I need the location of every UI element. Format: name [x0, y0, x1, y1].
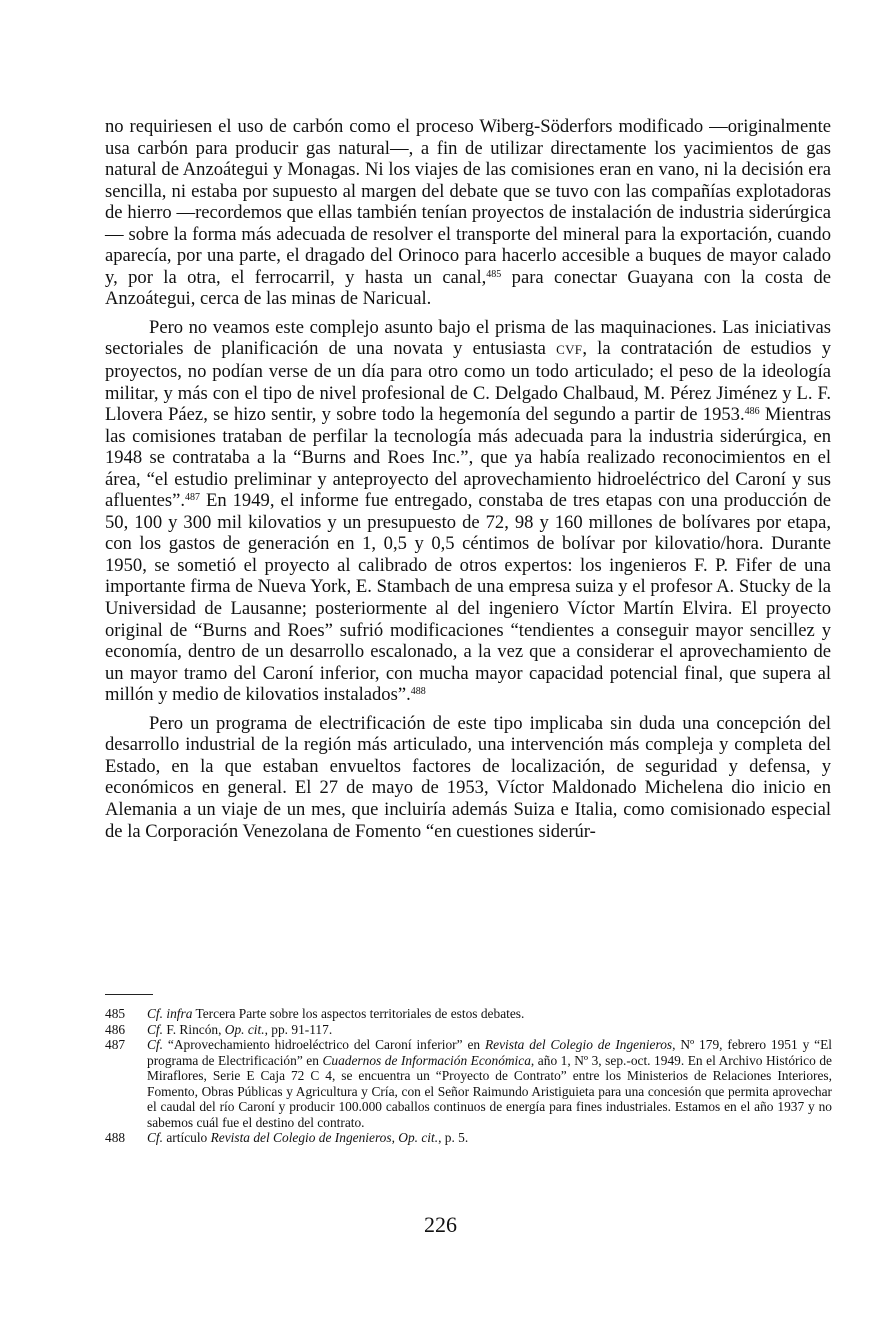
footnote-number: 486: [105, 1021, 126, 1037]
text-segment: para conectar Guayana con la costa de Anzoátegui, cerca de las minas de Naricual.: [105, 266, 832, 310]
text-segment: CVF: [556, 342, 583, 358]
text-segment: Cf.: [147, 1130, 163, 1145]
paragraph: [105, 317, 831, 706]
text-segment: Cf.: [147, 1021, 163, 1037]
text-segment: artículo: [163, 1130, 211, 1145]
text-segment: F. Rincón,: [163, 1021, 225, 1037]
footnote-number: 488: [105, 1130, 126, 1145]
paragraph: [105, 116, 831, 310]
footnote-number: 485: [105, 1006, 126, 1021]
footnote-ref-488[interactable]: 488: [410, 686, 426, 698]
main-text: [105, 116, 831, 842]
footnote-488: [105, 1130, 832, 1146]
text-segment: , pp. 91-117.: [264, 1021, 333, 1037]
text-segment: Op. cit.: [398, 1130, 439, 1145]
footnote-text: [147, 1130, 832, 1146]
footnote-text: [147, 1037, 832, 1130]
page-number: 226: [424, 1212, 457, 1237]
text-segment: Cf. infra: [147, 1006, 193, 1021]
footnote-ref-486[interactable]: 486: [744, 406, 760, 418]
text-segment: , Nº 179, febrero 1951 y “El programa de Electrificación” en: [147, 1037, 832, 1068]
page-body: [105, 116, 831, 842]
footnote-ref-487[interactable]: 487: [185, 492, 201, 504]
text-segment: “Aprovechamiento hidroeléctrico del Caroní inferior” en: [163, 1037, 485, 1052]
paragraph: [105, 713, 831, 842]
text-segment: no requiriesen el uso de carbón como el proceso Wiberg-Söderfors modificado —originalmente usa carbón para producir gas natural—, a fin de utilizar directamente los yacimientos de gas natural de Anzoátegui y Monagas. Ni los viajes de las comisiones eran en vano, ni la decisión era sencilla, ni estaba por supuesto al margen del debate que se tuvo con las compañías explotadoras de hierro —recordemos que ellas también tenían proyectos de instalación de industria siderúrgica— sobre la forma más adecuada de resolver el transporte del mineral para la exportación, cuando aparecía, por una parte, el dragado del Orinoco para hacerlo accesible a buques de mayor calado y, por la otra, el ferrocarril, y hasta un canal,: [105, 116, 831, 288]
footnotes: [105, 1006, 832, 1146]
footnote-ref-485[interactable]: 485: [486, 268, 502, 280]
text-segment: Cuadernos de Información Económica: [322, 1052, 531, 1068]
footnote-text: [147, 1006, 832, 1022]
text-segment: Pero un programa de electrificación de este tipo implicaba sin duda una concepción del desarrollo industrial de la región más articulado, una intervención más compleja y completa del Estado, en la que estaban envueltos factores de localización, de seguridad y defensa, y económicos en general. El 27 de mayo de 1953, Víctor Maldonado Michelena dio inicio en Alemania a un viaje de un mes, que incluiría además Suiza e Italia, como comisionado especial de la Corporación Venezolana de Fomento “en cuestiones siderúr-: [105, 712, 831, 842]
footnote-485: [105, 1006, 832, 1022]
text-segment: , p. 5.: [438, 1130, 469, 1145]
text-segment: En 1949, el informe fue entregado, constaba de tres etapas con una producción de 50, 100 y 300 mil kilovatios y un presupuesto de 72, 98 y 160 millones de bolívares por etapa, con los gastos de generación en 1, 0,5 y 0,5 céntimos de bolívar por kilovatio/hora. Durante 1950, se sometió el proyecto al calibrado de otros expertos: los ingenieros F. P. Fifer de una importante firma de Nueva York, E. Stambach de una empresa suiza y el profesor A. Stucky de la Universidad de Lausanne; posteriormente al del ingeniero Víctor Martín Elvira. El proyecto original de “Burns and Roes” sufrió modificaciones “tendientes a conseguir mayor sencillez y economía, dentro de un desarrollo escalonado, a la vez que a considerar el aprovechamiento de un mayor tramo del Caroní inferior, con mucha mayor capacidad potencial final, que supera al millón y medio de kilovatios instalados”.: [105, 490, 831, 706]
text-segment: Revista del Colegio de Ingenieros: [484, 1037, 673, 1052]
footnote-number: 487: [105, 1037, 126, 1052]
text-segment: Mientras las comisiones trataban de perfilar la tecnología más adecuada para la industria siderúrgica, en 1948 se contrataba a la “Burns and Roes Inc.”, que ya había realizado reconocimientos en el área, “el estudio preliminar y anteproyecto del aprovechamiento hidroeléctrico del Caroní y sus afluentes”.: [105, 404, 831, 512]
footnote-separator: [105, 994, 153, 995]
text-segment: Pero no veamos este complejo asunto bajo el prisma de las maquinaciones. Las iniciativas sectoriales de planificación de una novata y entusiasta: [105, 316, 831, 360]
text-segment: Cf.: [147, 1037, 163, 1052]
text-segment: ,: [391, 1130, 399, 1145]
text-segment: Op. cit.: [224, 1021, 265, 1037]
footnote-487: [105, 1037, 832, 1130]
footnote-text: [147, 1022, 832, 1038]
text-segment: , la contratación de estudios y proyectos, no podían verse de un día para otro como un todo articulado; el peso de la ideología militar, y más con el tipo de nivel profesional de C. Delgado Chalbaud, M. Pérez Jiménez y L. F. Llovera Páez, se hizo sentir, y sobre todo la hegemonía del segundo a partir de 1953.: [105, 338, 831, 426]
text-segment: Revista del Colegio de Ingenieros: [210, 1130, 392, 1145]
text-segment: , año 1, Nº 3, sep.-oct. 1949. En el Archivo Histórico de Miraflores, Serie E Caja 72 C 4, se encuentra un “Proyecto de Contrato” entre los Ministerios de Relaciones Interiores, Fomento, Obras Públicas y Agricultura y Cría, con el Señor Raimundo Aristiguieta para una concesión que permita aprovechar el caudal del río Caroní y producir 100.000 caballos continuos de energía para fines industriales. Estamos en el año 1937 y no sabemos cuál fue el destino del contrato.: [147, 1052, 832, 1130]
footnote-486: [105, 1022, 832, 1038]
text-segment: Tercera Parte sobre los aspectos territoriales de estos debates.: [192, 1006, 525, 1021]
